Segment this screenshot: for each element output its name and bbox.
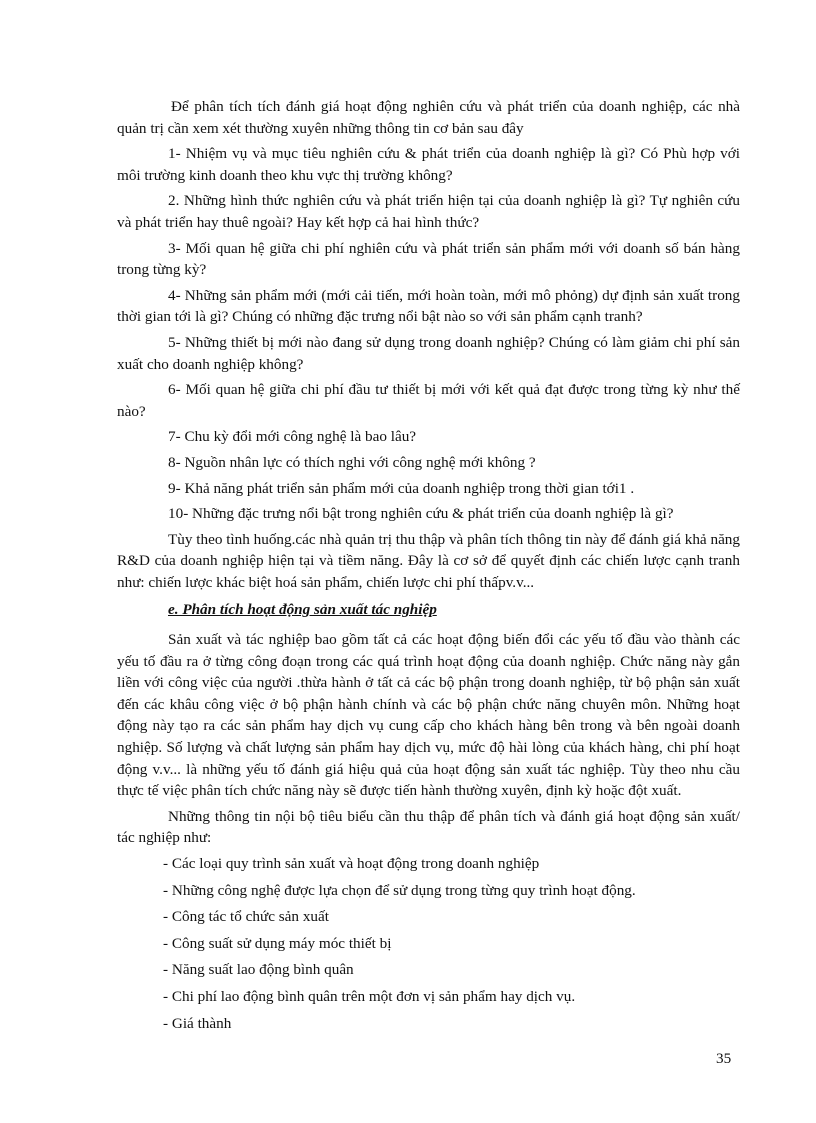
list-item: - Công tác tổ chức sản xuất	[163, 908, 329, 926]
section-paragraph: Sản xuất và tác nghiệp bao gồm tất cả các hoạt động biến đổi các yếu tố đầu vào thành các yếu tố đầu ra ở từng công đoạn trong các quá trình hoạt động của doanh nghiệp. Chức năng này gắn liền với công việc của người .thừa hành ở tất cả các bộ phận trong doanh nghiệp, từ bộ phận sản xuất đến các khâu công việc ở bộ phận hành chính và các bộ phận chức năng chuyên môn. Những hoạt động này tạo ra các sản phẩm hay dịch vụ cung cấp cho khách hàng bên trong và bên ngoài doanh nghiệp. Số lượng và chất lượng sản phẩm hay dịch vụ, mức độ hài lòng của khách hàng, chi phí hoạt động v.v... là những yếu tố đánh giá hiệu quả của hoạt động sản xuất tác nghiệp. Tùy theo nhu cầu thực tế việc phân tích chức năng này sẽ được tiến hành thường xuyên, định kỳ hoặc đột xuất.	[117, 631, 740, 800]
list-item: - Giá thành	[163, 1014, 232, 1032]
question-item: 4- Những sản phẩm mới (mới cải tiến, mới hoàn toàn, mới mô phỏng) dự định sản xuất trong thời gian tới là gì? Chúng có những đặc trưng nổi bật nào so với sản phẩm cạnh tranh?	[117, 286, 740, 326]
list-item: - Năng suất lao động bình quân	[163, 961, 354, 979]
document-body	[117, 96, 740, 1039]
list-item: - Chi phí lao động bình quân trên một đơn vị sản phẩm hay dịch vụ.	[163, 987, 576, 1005]
section-heading: e. Phân tích hoạt động sản xuất tác nghiệp	[168, 601, 437, 619]
list-item: - Những công nghệ được lựa chọn để sử dụng trong từng quy trình hoạt động.	[163, 881, 636, 899]
question-item: 10- Những đặc trưng nổi bật trong nghiên cứu & phát triển của doanh nghiệp là gì?	[168, 505, 674, 523]
intro-paragraph: Để phân tích tích đánh giá hoạt động nghiên cứu và phát triển của doanh nghiệp, các nhà quản trị cần xem xét thường xuyên những thông tin cơ bản sau đây	[117, 98, 740, 137]
question-item: 8- Nguồn nhân lực có thích nghi với công nghệ mới không ?	[168, 453, 536, 471]
list-item: - Các loại quy trình sản xuất và hoạt động trong doanh nghiệp	[163, 855, 540, 872]
question-item: 5- Những thiết bị mới nào đang sử dụng trong doanh nghiệp? Chúng có làm giảm chi phí sản xuất cho doanh nghiệp không?	[117, 333, 740, 373]
question-item: 9- Khả năng phát triển sản phẩm mới của doanh nghiệp trong thời gian tới1 .	[168, 479, 635, 497]
question-item: 2. Những hình thức nghiên cứu và phát triển hiện tại của doanh nghiệp là gì? Tự nghiên cứu và phát triển hay thuê ngoài? Hay kết hợp cả hai hình thức?	[117, 192, 740, 231]
section-paragraph: Những thông tin nội bộ tiêu biểu cần thu thập để phân tích và đánh giá hoạt động sản xuất/ tác nghiệp như:	[117, 807, 740, 847]
conclusion-paragraph: Tùy theo tình huống.các nhà quản trị thu thập và phân tích thông tin này để đánh giá khả năng R&D của doanh nghiệp hiện tại và tiềm năng. Đây là cơ sở để quyết định các chiến lược cạnh tranh như: chiến lược khác biệt hoá sản phẩm, chiến lược chi phí thấpv.v...	[117, 530, 740, 591]
question-item: 6- Mối quan hệ giữa chi phí đầu tư thiết bị mới với kết quả đạt được trong từng kỳ như thế nào?	[117, 381, 740, 420]
list-item: - Công suất sử dụng máy móc thiết bị	[163, 934, 392, 952]
question-item: 1- Nhiệm vụ và mục tiêu nghiên cứu & phát triển của doanh nghiệp là gì? Có Phù hợp với môi trường kinh doanh theo khu vực thị trường không?	[117, 145, 740, 184]
info-list	[117, 853, 740, 1034]
question-item: 7- Chu kỳ đổi mới công nghệ là bao lâu?	[168, 428, 417, 446]
page-number: 35	[716, 1050, 732, 1067]
question-item: 3- Mối quan hệ giữa chi phí nghiên cứu và phát triển sản phẩm mới với doanh số bán hàng trong từng kỳ?	[117, 239, 740, 279]
